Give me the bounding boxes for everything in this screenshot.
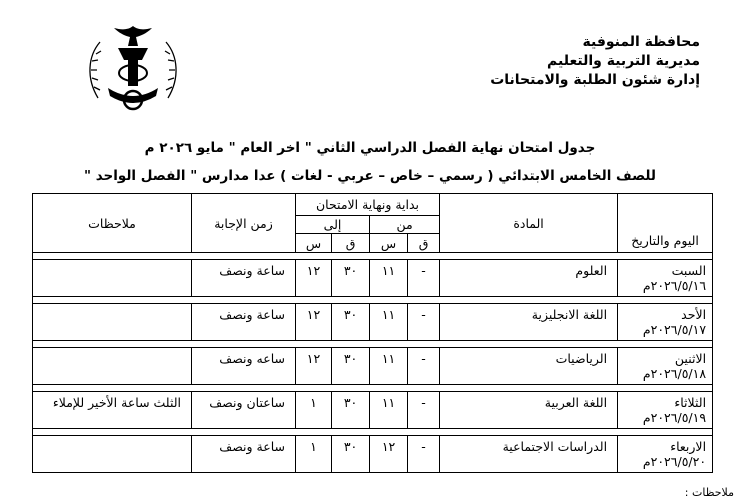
exam-period-header: بداية ونهاية الامتحان — [296, 194, 440, 216]
exam-schedule-table — [32, 193, 713, 473]
to-header: إلى — [296, 216, 370, 234]
from-hour-header: س — [370, 234, 408, 253]
exam-schedule-title: جدول امتحان نهاية الفصل الدراسي الثاني " اخر العام " مايو ٢٠٢٦ م — [144, 140, 596, 156]
eagle-emblem-icon — [78, 18, 188, 116]
from-hour-cell: ١١ — [370, 304, 408, 341]
from-hour-cell: ١٢ — [370, 436, 408, 473]
duration-cell: ساعة ونصف — [192, 436, 296, 473]
row-divider — [33, 429, 713, 436]
day-date-header: اليوم والتاريخ — [618, 194, 713, 253]
table-row — [33, 260, 713, 297]
from-minute-header: ق — [408, 234, 440, 253]
day-date-cell: الاثنين ٢٠٢٦/٥/١٨م — [618, 348, 713, 385]
notes-header: ملاحظات — [33, 194, 192, 253]
subject-cell: الرياضيات — [440, 348, 618, 385]
notes-cell — [33, 436, 192, 473]
governorate-name: محافظة المنوفية — [582, 34, 700, 50]
subject-cell: العلوم — [440, 260, 618, 297]
to-hour-cell: ١٢ — [296, 260, 332, 297]
department-name: إدارة شئون الطلبة والامتحانات — [490, 72, 700, 88]
duration-header: زمن الإجابة — [192, 194, 296, 253]
to-minute-cell: ٣٠ — [332, 348, 370, 385]
from-header: من — [370, 216, 440, 234]
row-divider — [33, 341, 713, 348]
day-date-cell: السبت ٢٠٢٦/٥/١٦م — [618, 260, 713, 297]
notes-cell: الثلث ساعة الأخير للإملاء — [33, 392, 192, 429]
table-row — [33, 436, 713, 473]
from-hour-cell: ١١ — [370, 260, 408, 297]
issuer-header — [400, 33, 700, 90]
to-hour-cell: ١ — [296, 392, 332, 429]
row-divider — [33, 253, 713, 260]
subject-header: المادة — [440, 194, 618, 253]
exam-schedule-subtitle: للصف الخامس الابتدائي ( رسمي – خاص – عربي - لغات ) عدا مدارس " الفصل الواحد " — [83, 168, 657, 184]
to-minute-cell: ٣٠ — [332, 436, 370, 473]
subject-cell: اللغة العربية — [440, 392, 618, 429]
notes-cell — [33, 260, 192, 297]
from-minute-cell: - — [408, 260, 440, 297]
from-hour-cell: ١١ — [370, 392, 408, 429]
day-date-cell: الثلاثاء ٢٠٢٦/٥/١٩م — [618, 392, 713, 429]
to-minute-cell: ٣٠ — [332, 260, 370, 297]
to-minute-header: ق — [332, 234, 370, 253]
table-row — [33, 348, 713, 385]
to-hour-cell: ١٢ — [296, 304, 332, 341]
to-minute-cell: ٣٠ — [332, 304, 370, 341]
notes-cell — [33, 348, 192, 385]
from-minute-cell: - — [408, 304, 440, 341]
directorate-name: مديرية التربية والتعليم — [547, 53, 700, 69]
to-hour-header: س — [296, 234, 332, 253]
table-row — [33, 392, 713, 429]
footer-notes-label: ملاحظات : — [684, 486, 734, 499]
subject-cell: اللغة الانجليزية — [440, 304, 618, 341]
subject-cell: الدراسات الاجتماعية — [440, 436, 618, 473]
row-divider — [33, 297, 713, 304]
day-date-cell: الاربعاء ٢٠٢٦/٥/٢٠م — [618, 436, 713, 473]
to-hour-cell: ١٢ — [296, 348, 332, 385]
from-hour-cell: ١١ — [370, 348, 408, 385]
duration-cell: ساعة ونصف — [192, 304, 296, 341]
duration-cell: ساعة ونصف — [192, 260, 296, 297]
from-minute-cell: - — [408, 436, 440, 473]
row-divider — [33, 385, 713, 392]
from-minute-cell: - — [408, 348, 440, 385]
table-row — [33, 304, 713, 341]
day-date-cell: الأحد ٢٠٢٦/٥/١٧م — [618, 304, 713, 341]
duration-cell: ساعه ونصف — [192, 348, 296, 385]
to-minute-cell: ٣٠ — [332, 392, 370, 429]
duration-cell: ساعتان ونصف — [192, 392, 296, 429]
to-hour-cell: ١ — [296, 436, 332, 473]
from-minute-cell: - — [408, 392, 440, 429]
notes-cell — [33, 304, 192, 341]
